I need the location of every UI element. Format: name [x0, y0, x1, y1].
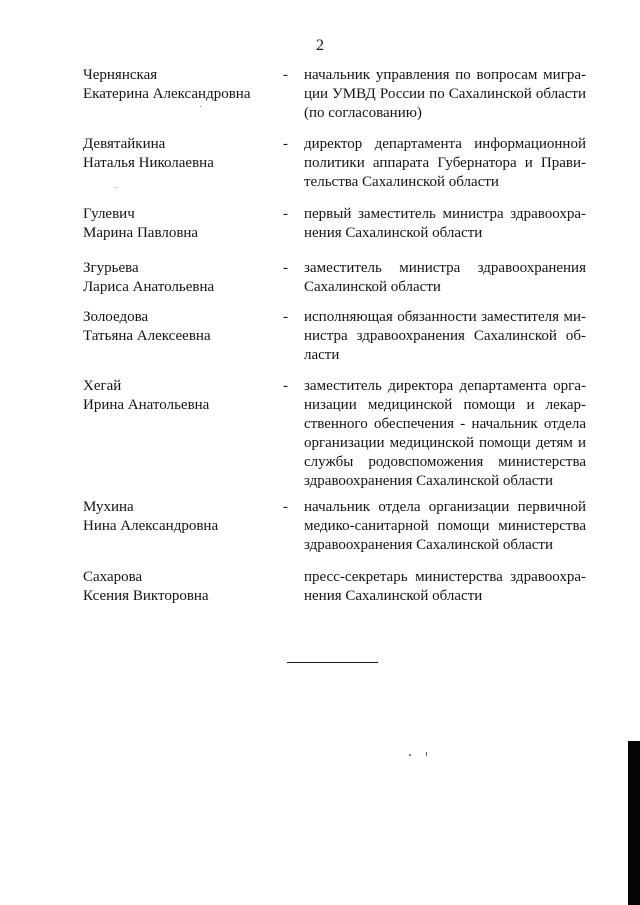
scan-speck	[426, 752, 427, 756]
position-title: исполняющая обязанности заместителя министра здравоохранения Сахалинской области	[304, 309, 586, 363]
given-names: Наталья Николаевна	[83, 155, 214, 171]
surname: Мухина	[83, 499, 134, 515]
surname: Золоедова	[83, 309, 149, 325]
person-name	[83, 135, 273, 173]
surname: Чернянская	[83, 67, 158, 83]
person-name	[83, 498, 273, 536]
scan-edge-mark	[628, 741, 640, 905]
dash-separator: -	[283, 260, 288, 276]
position-title: директор департамента информационной политики аппарата Губернатора и Правительства Сахалинской области	[304, 136, 586, 190]
given-names: Екатерина Александровна	[83, 86, 251, 102]
surname: Гулевич	[83, 206, 135, 222]
closing-line	[287, 662, 378, 663]
position-title: заместитель министра здравоохранения Сахалинской области	[304, 260, 586, 295]
position-title: пресс-секретарь министерства здравоохранения Сахалинской области	[304, 569, 586, 604]
person-name	[83, 568, 273, 606]
page-number: 2	[316, 37, 324, 54]
scan-speck	[200, 106, 201, 107]
given-names: Ирина Анатольевна	[83, 397, 210, 413]
position-title: первый заместитель министра здравоохранения Сахалинской области	[304, 206, 586, 241]
scan-speck	[115, 187, 116, 188]
given-names: Марина Павловна	[83, 225, 199, 241]
given-names: Ксения Викторовна	[83, 588, 209, 604]
person-name	[83, 205, 273, 243]
dash-separator: -	[283, 378, 288, 394]
dash-separator: -	[283, 206, 288, 222]
given-names: Нина Александровна	[83, 518, 219, 534]
position-title: начальник управления по вопросам миграции УМВД России по Сахалинской области (по согласованию)	[304, 67, 586, 121]
dash-separator: -	[283, 67, 288, 83]
surname: Згурьева	[83, 260, 139, 276]
scan-speck	[409, 754, 411, 756]
position-title: заместитель директора департамента организации медицинской помощи и лекарственного обеспечения - начальник отдела организации медицинской помощи детям и службы родовспоможения министерства здравоохранения Сахалинской области	[304, 378, 586, 489]
position-title: начальник отдела организации первичной медико-санитарной помощи министерства здравоохранения Сахалинской области	[304, 499, 586, 553]
person-name	[83, 377, 273, 415]
surname: Девятайкина	[83, 136, 166, 152]
dash-separator: -	[283, 309, 288, 325]
surname: Сахарова	[83, 569, 143, 585]
person-name	[83, 308, 273, 346]
given-names: Татьяна Алексеевна	[83, 328, 211, 344]
person-name	[83, 66, 273, 104]
dash-separator: -	[283, 136, 288, 152]
given-names: Лариса Анатольевна	[83, 279, 215, 295]
person-name	[83, 259, 273, 297]
surname: Хегай	[83, 378, 122, 394]
dash-separator: -	[283, 499, 288, 515]
